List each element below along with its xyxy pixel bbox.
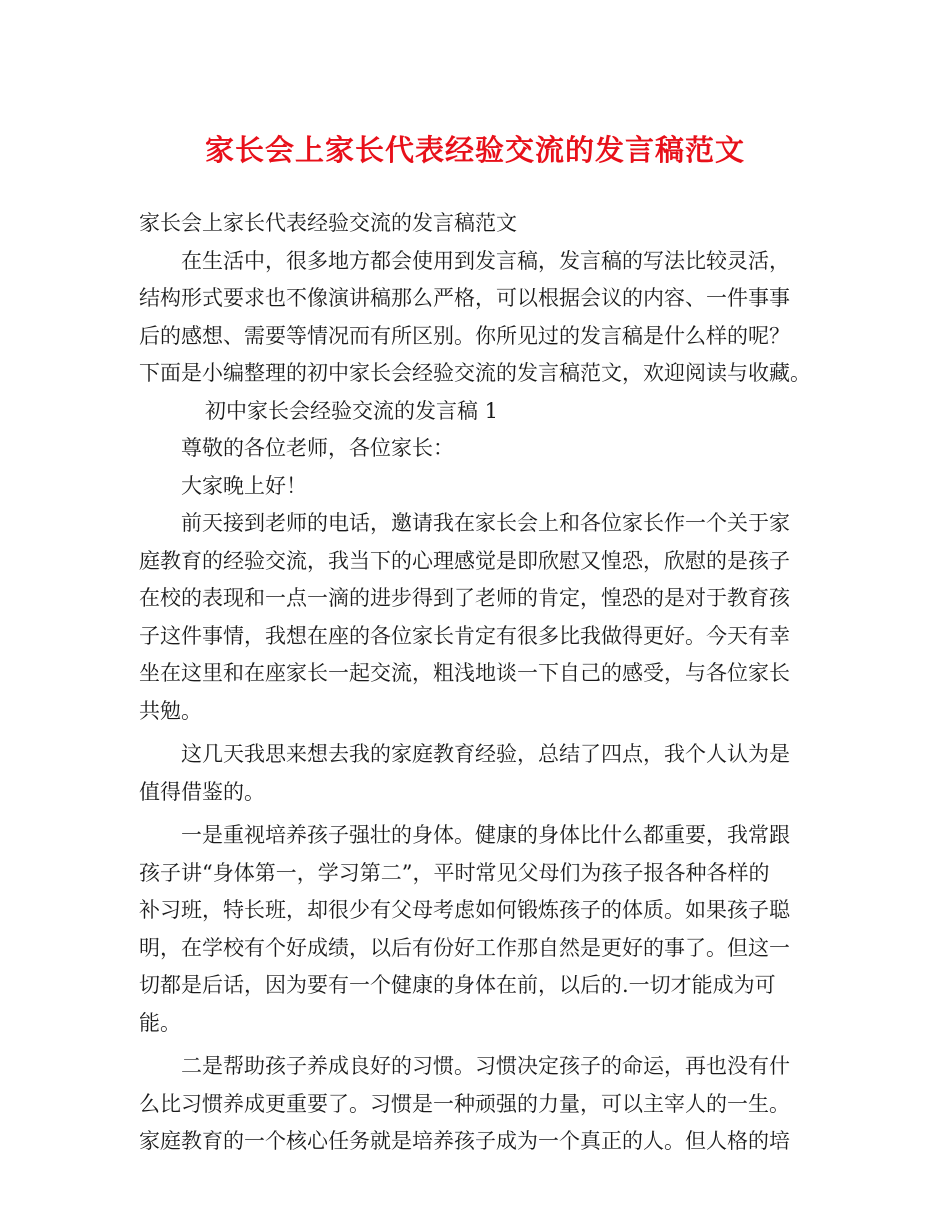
paragraph-line: 家庭教育的一个核心任务就是培养孩子成为一个真正的人。但人格的培 xyxy=(139,1129,790,1153)
paragraph-line: 后的感想、需要等情况而有所区别。你所见过的发言稿是什么样的呢？ xyxy=(139,323,790,348)
paragraph-line: 在校的表现和一点一滴的进步得到了老师的肯定，惶恐的是对于教育孩 xyxy=(139,586,790,610)
paragraph-line: 切都是后话，因为要有一个健康的身体在前，以后的.一切才能成为可 xyxy=(139,973,776,997)
paragraph-line: 值得借鉴的。 xyxy=(139,779,265,804)
document-title: 家长会上家长代表经验交流的发言稿范文 xyxy=(204,133,745,167)
paragraph-line: 子这件事情，我想在座的各位家长肯定有很多比我做得更好。今天有幸 xyxy=(139,623,790,648)
greeting-line: 大家晚上好！ xyxy=(181,473,307,498)
paragraph-line: 下面是小编整理的初中家长会经验交流的发言稿范文，欢迎阅读与收藏。 xyxy=(139,361,811,385)
paragraph-line: 一是重视培养孩子强壮的身体。健康的身体比什么都重要，我常跟 xyxy=(181,823,790,847)
paragraph-line: 明，在学校有个好成绩，以后有份好工作那自然是更好的事了。但这一 xyxy=(139,935,790,960)
paragraph-line: 二是帮助孩子养成良好的习惯。习惯决定孩子的命运，再也没有什 xyxy=(181,1054,790,1078)
salutation-line: 尊敬的各位老师，各位家长： xyxy=(181,436,454,460)
paragraph-line: 结构形式要求也不像演讲稿那么严格，可以根据会议的内容、一件事事 xyxy=(139,286,790,310)
paragraph-line: 前天接到老师的电话，邀请我在家长会上和各位家长作一个关于家 xyxy=(181,511,790,535)
paragraph-line: 能。 xyxy=(139,1010,181,1035)
paragraph-line: 坐在这里和在座家长一起交流，粗浅地谈一下自己的感受，与各位家长 xyxy=(139,661,790,685)
paragraph-line: 在生活中，很多地方都会使用到发言稿，发言稿的写法比较灵活， xyxy=(181,248,790,273)
paragraph-line: 共勉。 xyxy=(139,698,202,723)
paragraph-line: 庭教育的经验交流，我当下的心理感觉是即欣慰又惶恐，欣慰的是孩子 xyxy=(139,548,790,573)
document-body xyxy=(139,205,839,1161)
paragraph-line: 么比习惯养成更重要了。习惯是一种顽强的力量，可以主宰人的一生。 xyxy=(139,1091,790,1116)
subtitle-line: 家长会上家长代表经验交流的发言稿范文 xyxy=(139,211,517,235)
paragraph-line: 补习班，特长班，却很少有父母考虑如何锻炼孩子的体质。如果孩子聪 xyxy=(139,898,790,922)
section-heading: 初中家长会经验交流的发言稿 1 xyxy=(205,398,499,423)
paragraph-line: 孩子讲“身体第一，学习第二”，平时常见父母们为孩子报各种各样的 xyxy=(139,860,770,885)
paragraph-line: 这几天我思来想去我的家庭教育经验，总结了四点，我个人认为是 xyxy=(181,742,790,766)
